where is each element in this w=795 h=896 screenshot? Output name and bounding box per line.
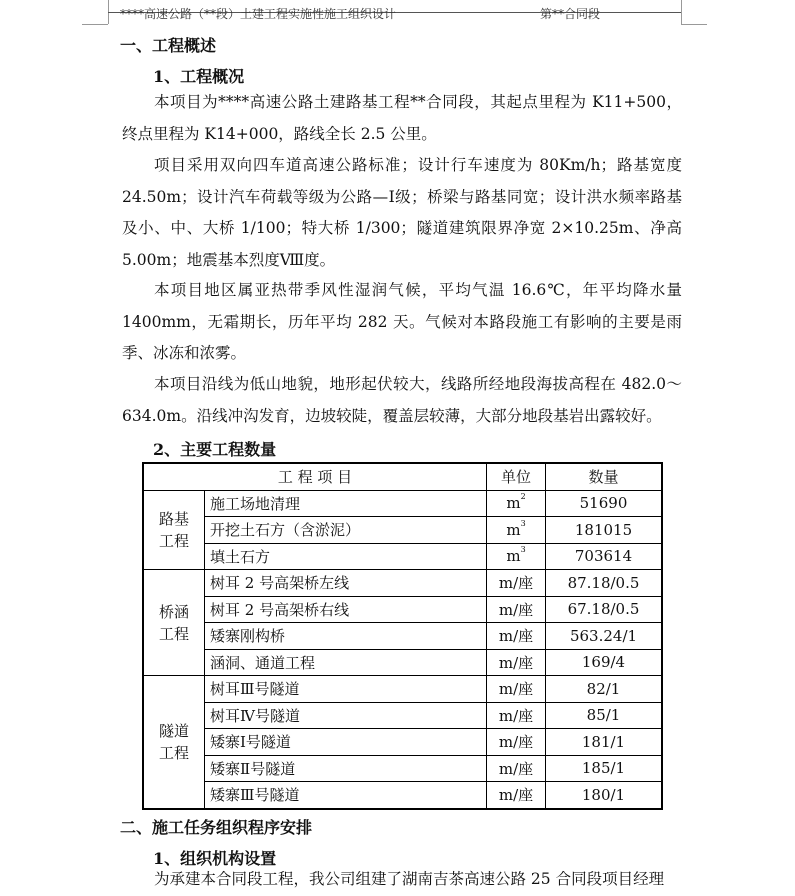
crop-mark-right-vertical: [681, 0, 682, 24]
group-label-text: 桥涵工程: [158, 602, 189, 643]
section-heading-2: 二、施工任务组织程序安排: [120, 818, 313, 837]
cell-unit: m/座: [487, 570, 546, 597]
cell-quantity: 185/1: [546, 755, 663, 782]
cell-item: 矮寨Ⅱ号隧道: [205, 755, 487, 782]
cell-item: 矮寨Ⅲ号隧道: [205, 782, 487, 809]
group-label-roadbed: [143, 490, 205, 570]
cell-quantity: 563.24/1: [546, 623, 663, 650]
unit-superscript: 2: [520, 492, 526, 502]
cell-quantity: 703614: [546, 543, 663, 570]
section-heading-1: 一、工程概述: [120, 36, 217, 55]
paragraph-climate: 本项目地区属亚热带季风性湿润气候，平均气温 16.6℃，年平均降水量 1400mm，无霜期长，历年平均 282 天。气候对本路段施工有影响的主要是雨季、冰冻和浓雾。: [122, 281, 682, 363]
table-row: [143, 490, 662, 517]
cell-unit: m/座: [487, 729, 546, 756]
cell-item: 树耳Ⅳ号隧道: [205, 702, 487, 729]
cell-item: 树耳 2 号高架桥左线: [205, 570, 487, 597]
crop-mark-left-horizontal: [82, 24, 108, 25]
unit-superscript: 3: [520, 545, 526, 555]
cell-item: 树耳 2 号高架桥右线: [205, 596, 487, 623]
cell-item: 涵洞、通道工程: [205, 649, 487, 676]
cell-item: 开挖土石方（含淤泥）: [205, 517, 487, 544]
table-row: [143, 596, 662, 623]
table-header-unit: 单位: [487, 463, 546, 490]
crop-mark-right-horizontal: [681, 24, 707, 25]
unit-text: m: [506, 494, 521, 513]
group-label-text: 隧道工程: [158, 721, 189, 762]
cell-item: 填土石方: [205, 543, 487, 570]
table-header-item: 工 程 项 目: [143, 463, 487, 490]
cell-unit: m/座: [487, 649, 546, 676]
table-row: [143, 755, 662, 782]
cell-unit: [487, 517, 546, 544]
paragraph-design-standards: 项目采用双向四车道高速公路标准；设计行车速度为 80Km/h；路基宽度 24.50m；设计汽车荷载等级为公路—Ⅰ级；桥梁与路基同宽；设计洪水频率路基及小、中、大桥 1/100；特大桥 1/300；隧道建筑限界净宽 2×10.25m、净高 5.00m；地震基本烈度Ⅷ度。: [122, 156, 682, 269]
cell-quantity: 82/1: [546, 676, 663, 703]
cell-unit: m/座: [487, 676, 546, 703]
table-row: [143, 729, 662, 756]
quantities-table: [142, 462, 663, 810]
paragraph-project-scope: 本项目为****高速公路土建路基工程**合同段，其起点里程为 K11+500，终点里程为 K14+000，路线全长 2.5 公里。: [122, 93, 682, 143]
group-label-tunnels: [143, 676, 205, 809]
header-left-text: ****高速公路（**段）土建工程实施性施工组织设计: [120, 7, 397, 21]
cell-item: 施工场地清理: [205, 490, 487, 517]
cell-quantity: 169/4: [546, 649, 663, 676]
cell-unit: m/座: [487, 702, 546, 729]
cell-quantity: 67.18/0.5: [546, 596, 663, 623]
subsection-heading-2-1: 1、组织机构设置: [153, 849, 277, 868]
table-row: [143, 623, 662, 650]
group-label-text: 路基工程: [158, 509, 189, 550]
table-row: [143, 570, 662, 597]
unit-text: m: [506, 520, 521, 539]
cell-quantity: 87.18/0.5: [546, 570, 663, 597]
table-row: [143, 676, 662, 703]
cell-quantity: 181/1: [546, 729, 663, 756]
cell-unit: m/座: [487, 755, 546, 782]
table-row: [143, 517, 662, 544]
cell-unit: m/座: [487, 782, 546, 809]
unit-superscript: 3: [520, 518, 526, 528]
page-header: [108, 7, 681, 21]
subsection-heading-1-2: 2、主要工程数量: [153, 440, 277, 459]
cell-quantity: 51690: [546, 490, 663, 517]
table-row: [143, 782, 662, 809]
cell-quantity: 85/1: [546, 702, 663, 729]
unit-text: m: [506, 547, 521, 566]
subsection-heading-1-1: 1、工程概况: [153, 67, 245, 86]
cell-unit: [487, 543, 546, 570]
cell-unit: m/座: [487, 623, 546, 650]
table-row: [143, 702, 662, 729]
cell-item: 矮寨刚构桥: [205, 623, 487, 650]
cell-quantity: 180/1: [546, 782, 663, 809]
cell-item: 矮寨Ⅰ号隧道: [205, 729, 487, 756]
paragraph-org-partial: 为承建本合同段工程，我公司组建了湖南吉茶高速公路 25 合同段项目经理: [154, 870, 665, 888]
cell-item: 树耳Ⅲ号隧道: [205, 676, 487, 703]
table-header-row: [143, 463, 662, 490]
table-row: [143, 649, 662, 676]
paragraph-terrain: 本项目沿线为低山地貌，地形起伏较大，线路所经地段海拔高程在 482.0～634.0m。沿线冲沟发育，边坡较陡，覆盖层较薄，大部分地段基岩出露较好。: [122, 375, 682, 425]
group-label-bridges: [143, 570, 205, 676]
table-header-quantity: 数量: [546, 463, 663, 490]
cell-unit: [487, 490, 546, 517]
table-row: [143, 543, 662, 570]
header-right-text: 第**合同段: [540, 7, 601, 21]
cell-quantity: 181015: [546, 517, 663, 544]
cell-unit: m/座: [487, 596, 546, 623]
